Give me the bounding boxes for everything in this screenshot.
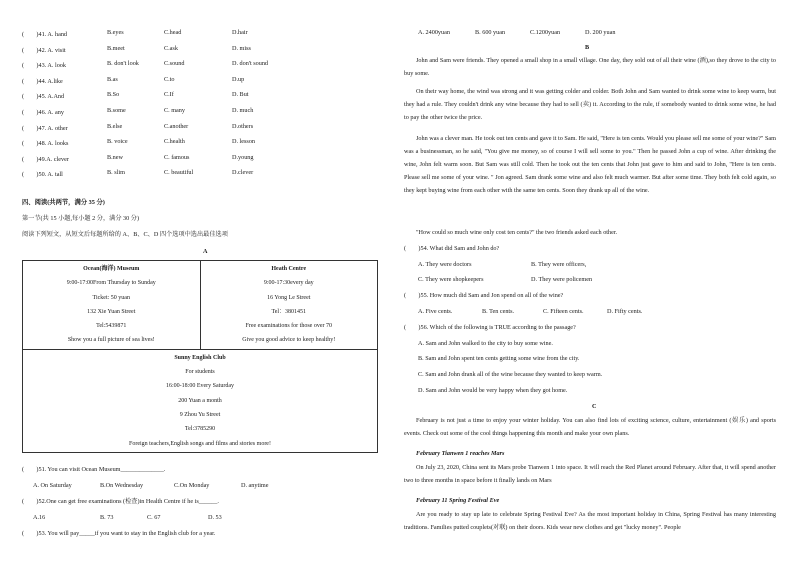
cloze-option[interactable]: D. But [232,91,249,99]
cloze-option[interactable]: C. famous [164,153,190,161]
option[interactable]: C. They were shopkeepers [418,276,484,283]
cloze-row [22,154,378,163]
question-56-option-a [404,340,776,350]
option[interactable]: A.16 [33,514,46,521]
cloze-question-option-a: ( )45. A.And [22,93,65,101]
ad-club-audience: For students [185,369,215,376]
cloze-option[interactable]: C. many [164,107,185,114]
cloze-option[interactable]: D.others [232,122,254,130]
option[interactable]: B.On Wednesday [100,482,144,489]
section-subheading: 第一节(共 15 小题,每小题 2 分，满分 30 分) [22,215,140,222]
ad-club-tel: Tel:3785290 [184,426,216,433]
cloze-question-option-a: ( )44. A.like [22,77,63,85]
cloze-question-option-a: ( )47. A. other [22,124,68,132]
cloze-option[interactable]: C. beautiful [164,169,194,177]
cloze-option[interactable]: B.new [107,153,123,161]
cloze-option[interactable]: B.So [107,91,120,99]
question-54: ( )54. What did Sam and John do? [404,245,500,252]
ads-table [22,260,378,453]
cloze-option[interactable]: C.head [164,29,182,36]
ad-club-hours: 16:00-18:00 Every Saturday [166,383,234,390]
ad-health-slogan: Give you good advice to keep healthy! [242,337,336,344]
ad-ocean-slogan: Show you a full picture of sea lives! [67,337,155,344]
cloze-option[interactable]: D.clever [232,169,254,177]
question-56: ( )56. Which of the following is TRUE according to the passage? [404,324,576,331]
cloze-question-option-a: ( )49.A. clever [22,155,69,163]
cloze-option[interactable]: B.meet [107,44,125,52]
option[interactable]: C.1200yuan [530,29,561,36]
passage-c-heading-1: February Tianwen 1 reaches Mars [416,450,505,457]
cloze-option[interactable]: C.another [164,122,189,130]
ad-health-centre [200,261,378,350]
option[interactable]: B. Ten cents. [482,308,515,315]
option[interactable]: D. 53 [208,514,222,521]
cloze-row [22,91,378,100]
ad-health-hours: 9:00-17:30every day [263,280,314,287]
option[interactable]: B. 73 [100,514,114,521]
cloze-option[interactable]: C.ask [164,44,178,52]
passage-c-p1: February is not just a time to enjoy your winter holiday. You can also find lots of exciting science, culture, entertainment (娱乐) and sports events. Check out some of the cool things happening this month and make your own plans. [404,417,776,437]
question-55: ( )55. How much did Sam and Jon spend on all of the wine? [404,292,564,299]
passage-label-b: B [585,44,590,51]
cloze-row [22,45,378,54]
ad-club-slogan: Foreign teachers,English songs and films and stories more! [129,440,271,447]
cloze-row [22,29,378,38]
option[interactable]: D. anytime [241,482,269,489]
option[interactable]: A. On Saturday [33,482,72,489]
cloze-question-option-a: ( )48. A. looks [22,140,69,148]
cloze-row [22,76,378,85]
question-54-options-row2 [404,276,776,286]
cloze-option[interactable]: B.eyes [107,29,124,36]
cloze-option[interactable]: C.If [164,91,174,99]
cloze-question-option-a: ( )41. A. hand [22,31,68,38]
option[interactable]: A. They were doctors [418,261,472,268]
option[interactable]: D. Sam and John would be very happy when they got home. [418,387,568,394]
cloze-option[interactable]: D. don't sound [232,60,269,68]
option[interactable]: A. 2400yuan [418,29,450,36]
passage-b-p1: John and Sam were friends. They opened a small shop in a small village. One day, they sold out of all their wine (酒),so they drove to the city to buy some. [404,57,776,77]
cloze-option[interactable]: B.some [107,107,126,114]
question-56-option-d [404,387,776,397]
ad-ocean-title: Ocean(海洋) Museum [83,266,140,272]
question-56-option-b [404,355,776,365]
ad-health-offer: Free examinations for those over 70 [245,323,332,330]
question-54-options-row1 [404,261,776,271]
option[interactable]: C. Fifteen cents. [543,308,584,315]
option[interactable]: B. 600 yuan [475,29,506,36]
cloze-option[interactable]: C.to [164,75,175,83]
cloze-option[interactable]: D. miss [232,44,251,52]
question-53: ( )53. You will pay_____if you want to stay in the English club for a year. [22,530,216,537]
ad-ocean-tel: Tel:5439871 [96,323,127,330]
option[interactable]: D. They were policemen [531,276,593,283]
passage-b-p3: John was a clever man. He took out ten cents and gave it to Sam. He said, "Here is ten cents. Would you please sell me some of your wine?" Sam was a businessman, so he said, "You give me money, so of course I will sell some to you." Then he passed John a cup of wine. After drinking the wine, John felt warm soon. But Sam was still cold. Then he took out the ten cents that John just gave to him and said to John, "Here is ten cents. Please sell me some of your wine. " Jon agreed. Sam drank some wine and also felt much warmer. But after some time. They both felt cold again, so they kept buying wine from each other with the same ten cents. Soon they drank up all of the wine. [404,135,776,194]
cloze-option[interactable]: D.hair [232,29,248,36]
cloze-option[interactable]: D. much [232,107,254,114]
cloze-row [22,123,378,132]
passage-b-p2: On their way home, the wind was strong and it was getting colder and colder. Both John and Sam wanted to drink some wine to keep warm, but they had a rule. They couldn't drink any wine because they had to sell (卖) it. According to the rule, if somebody wanted to drink some wine, he had to pay the other twice the price. [404,88,776,121]
ad-health-tel: Tel：3801451 [271,308,307,315]
cloze-row [22,169,378,178]
section-instruction: 阅读下列短文，从短文后每题所给的 A、B、C、D 四个选项中选出最佳选项 [22,231,228,238]
ad-club-price: 200 Yuan a month [178,397,222,404]
section-heading: 四、阅读(共两节，满分 35 分) [22,199,105,206]
option[interactable]: C. 67 [147,514,161,521]
passage-c-p3: Are you ready to stay up late to celebrate Spring Festival Eve? As the most important holiday in China, Spring Festival has many interesting traditions. Families putted couplets(对联) on their doors. Kids wear new clothes and get "lucky money". People [404,511,776,531]
question-53-options [404,29,776,39]
passage-c-heading-2: February 11 Spring Festival Eve [416,497,500,504]
ad-ocean-address: 132 Xie Yuan Street [87,308,136,315]
ad-health-title: Heath Centre [271,266,307,272]
ad-english-club [23,349,378,452]
passage-label-c: C [592,403,597,410]
cloze-row [22,107,378,116]
option[interactable]: D. Fifty cents. [607,308,643,315]
cloze-question-option-a: ( )46. A. any [22,109,64,116]
ad-ocean-ticket: Ticket: 50 yuan [92,294,130,301]
question-51: ( )51. You can visit Ocean Museum______________. [22,466,166,473]
cloze-option[interactable]: C.sound [164,60,185,68]
question-56-option-c [404,371,776,381]
passage-b-p4: "How could so much wine only cost ten cents?" the two friends asked each other. [416,229,618,236]
option[interactable]: C.On Monday [174,482,210,489]
option[interactable]: D. 200 yuan [585,29,616,36]
ad-ocean-hours: 9:00-17:00From Thursday to Sunday [66,280,156,287]
cloze-option[interactable]: B. slim [107,169,125,177]
cloze-option[interactable]: D. lesson [232,138,256,146]
option[interactable]: B. They were officers, [531,261,587,268]
cloze-option[interactable]: D.up [232,75,245,83]
cloze-option[interactable]: B.else [107,122,123,130]
passage-label-a: A [203,248,208,255]
ad-club-title: Sunny English Club [174,354,226,361]
ad-club-address: 9 Zhou Yu Street [179,411,221,418]
option[interactable]: A. Sam and John walked to the city to buy some wine. [418,340,553,347]
cloze-option[interactable]: B. don't look [107,60,139,68]
question-55-options [404,308,776,318]
ad-ocean-museum [23,261,201,350]
ad-health-address: 16 Yong Le Street [267,294,311,301]
cloze-question-option-a: ( )42. A. visit [22,46,66,54]
cloze-question-option-a: ( )50. A. tall [22,171,63,179]
cloze-row [22,60,378,69]
cloze-option[interactable]: B. voice [107,138,128,146]
option[interactable]: A. Five cents. [418,308,453,315]
option[interactable]: C. Sam and John drank all of the wine because they wanted to keep warm. [418,371,603,378]
cloze-option[interactable]: C.health [164,138,185,146]
cloze-question-option-a: ( )43. A. look [22,62,66,70]
option[interactable]: B. Sam and John spent ten cents getting some wine from the city. [418,355,580,362]
cloze-row [22,138,378,147]
cloze-option[interactable]: D.young [232,153,254,161]
question-52: ( )52.One can get free examinations (检查)in Health Centre if he is______. [22,498,219,505]
question-52-options [22,514,394,524]
passage-c-p2: On July 23, 2020, China sent its Mars probe Tianwen 1 into space. It will reach the Red Planet around February. After that, it will spend another two to three months in space before it finally lands on Mars [404,464,776,484]
cloze-option[interactable]: B.as [107,75,118,83]
question-51-options [22,482,394,492]
